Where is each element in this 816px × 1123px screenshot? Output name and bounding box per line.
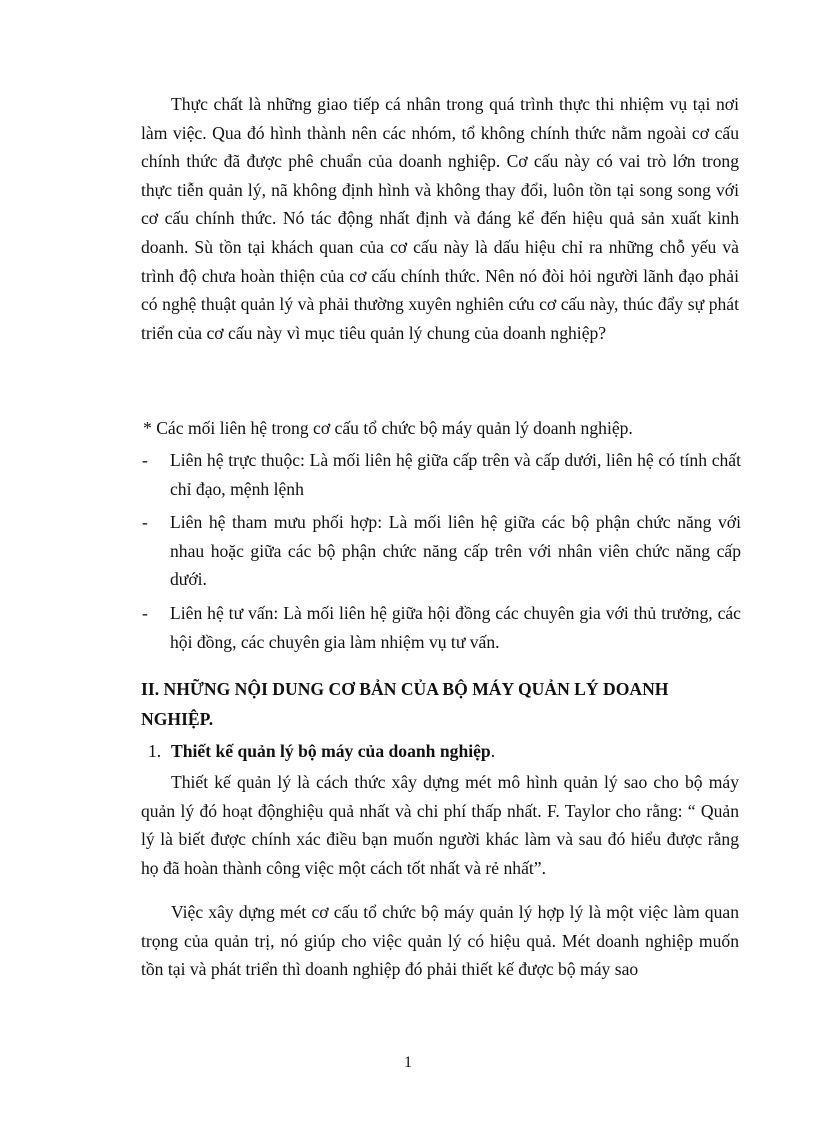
paragraph-informal-structure: Thực chất là những giao tiếp cá nhân trong quá trình thực thi nhiệm vụ tại nơi làm việc. Qua đó hình thành nên các nhóm, tổ không chính thức nằm ngoài cơ cấu chính thức đã được phê chuẩn của doanh nghiệp. Cơ cấu này có vai trò lớn trong thực tiễn quản lý, nã không định hình và không thay đổi, luôn tồn tại song song với cơ cấu chính thức. Nó tác động nhất định và đáng kể đến hiệu quả sản xuất kinh doanh. Sù tồn tại khách quan của cơ cấu này là dấu hiệu chỉ ra những chỗ yếu và trình độ chưa hoàn thiện của cơ cấu chính thức. Nên nó đòi hỏi người lãnh đạo phải có nghệ thuật quản lý và phải thường xuyên nghiên cứu cơ cấu này, thúc đẩy sự phát triển của cơ cấu này vì mục tiêu quản lý chung của doanh nghiệp? [141,94,739,343]
relations-note: * Các mối liên hệ trong cơ cấu tổ chức bộ máy quản lý doanh nghiệp. [143,418,633,438]
page-number: 1 [404,1054,412,1071]
paragraph-design: Thiết kế quản lý là cách thức xây dựng mét mô hình quản lý sao cho bộ máy quản lý đó hoạt độnghiệu quả nhất và chi phí thấp nhất. F. Taylor cho rằng: “ Quản lý là biết được chính xác điều bạn muốn người khác làm và sau đó hiểu được rằng họ đã hoàn thành công việc một cách tốt nhất và rẻ nhất”. [141,772,739,878]
list-item-text: Liên hệ trực thuộc: Là mối liên hệ giữa cấp trên và cấp dưới, liên hệ có tính chất chỉ đạo, mệnh lệnh [170,450,741,499]
subsection-title: Thiết kế quản lý bộ máy của doanh nghiệp [171,741,491,761]
list-item [141,446,741,503]
bullet-dash: - [142,512,148,533]
list-item-text: Liên hệ tham mưu phối hợp: Là mối liên hệ giữa các bộ phận chức năng với nhau hoặc giữa các bộ phận chức năng cấp trên với nhân viên chức năng cấp dưới. [170,512,741,590]
bullet-dash: - [142,450,148,470]
relations-list [141,446,741,661]
section-heading: II. NHỮNG NỘI DUNG CƠ BẢN CỦA BỘ MÁY QUẢN LÝ DOANH NGHIỆP. [141,679,669,729]
list-item-text: Liên hệ tư vấn: Là mối liên hệ giữa hội đồng các chuyên gia với thủ trưởng, các hội đồng, các chuyên gia làm nhiệm vụ tư vấn. [170,602,741,652]
list-item [141,508,741,594]
paragraph-structure-building: Việc xây dựng mét cơ cấu tổ chức bộ máy quản lý hợp lý là một việc làm quan trọng của quản trị, nó giúp cho việc quản lý có hiệu quả. Mét doanh nghiệp muốn tồn tại và phát triển thì doanh nghiệp đó phải thiết kế được bộ máy sao [141,902,739,980]
list-item [141,599,741,656]
subsection-end: . [490,741,496,761]
bullet-dash: - [142,602,148,623]
subsection-heading [148,737,495,765]
subsection-number: 1. [148,741,162,761]
